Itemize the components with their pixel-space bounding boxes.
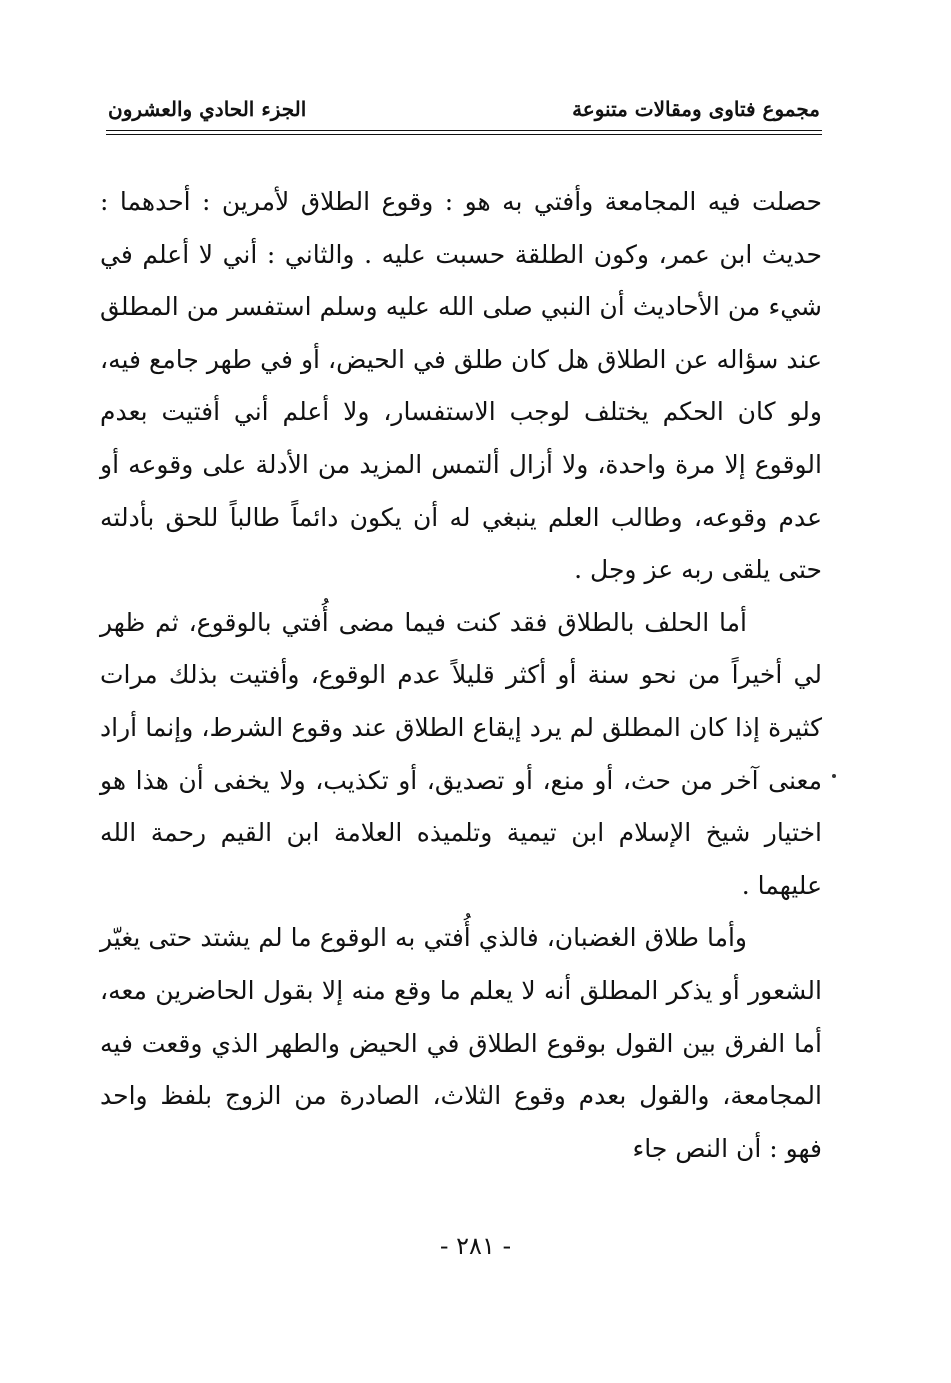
print-speck — [832, 774, 836, 778]
paragraph-1: حصلت فيه المجامعة وأفتي به هو : وقوع الطلاق لأمرين : أحدهما : حديث ابن عمر، وكون الطلقة حسبت عليه . والثاني : أني لا أعلم في شيء من الأحاديث أن النبي صلى الله عليه وسلم استفسر من المطلق عند سؤاله عن الطلاق هل كان طلق في الحيض، أو في طهر جامع فيه، ولو كان الحكم يختلف لوجب الاستفسار، ولا أعلم أني أفتيت بعدم الوقوع إلا مرة واحدة، ولا أزال ألتمس المزيد من الأدلة على وقوعه أو عدم وقوعه، وطالب العلم ينبغي له أن يكون دائماً طالباً للحق بأدلته حتى يلقى ربه عز وجل . — [100, 187, 822, 585]
book-title: مجموع فتاوى ومقالات متنوعة — [572, 97, 820, 121]
page-number: - ٢٨١ - — [439, 1232, 512, 1260]
page-body — [100, 176, 822, 1175]
running-header — [108, 92, 820, 126]
volume-title: الجزء الحادي والعشرون — [108, 97, 307, 121]
paragraph-2: أما الحلف بالطلاق فقد كنت فيما مضى أُفتي بالوقوع، ثم ظهر لي أخيراً من نحو سنة أو أكثر قليلاً عدم الوقوع، وأفتيت بذلك مرات كثيرة إذا كان المطلق لم يرد إيقاع الطلاق عند وقوع الشرط، وإنما أراد معنى آخر من حث، أو منع، أو تصديق، أو تكذيب، ولا يخفى أن هذا هو اختيار شيخ الإسلام ابن تيمية وتلميذه العلامة ابن القيم رحمة الله عليهما . — [100, 607, 822, 900]
paragraph-3: وأما طلاق الغضبان، فالذي أُفتي به الوقوع ما لم يشتد حتى يغيّر الشعور أو يذكر المطلق أنه لا يعلم ما وقع منه إلا بقول الحاضرين معه، أما الفرق بين القول بوقوع الطلاق في الحيض والطهر الذي وقعت فيه المجامعة، والقول بعدم وقوع الثلاث، الصادرة من الزوج بلفظ واحد فهو : أن النص جاء — [100, 923, 822, 1163]
header-divider — [106, 130, 822, 135]
